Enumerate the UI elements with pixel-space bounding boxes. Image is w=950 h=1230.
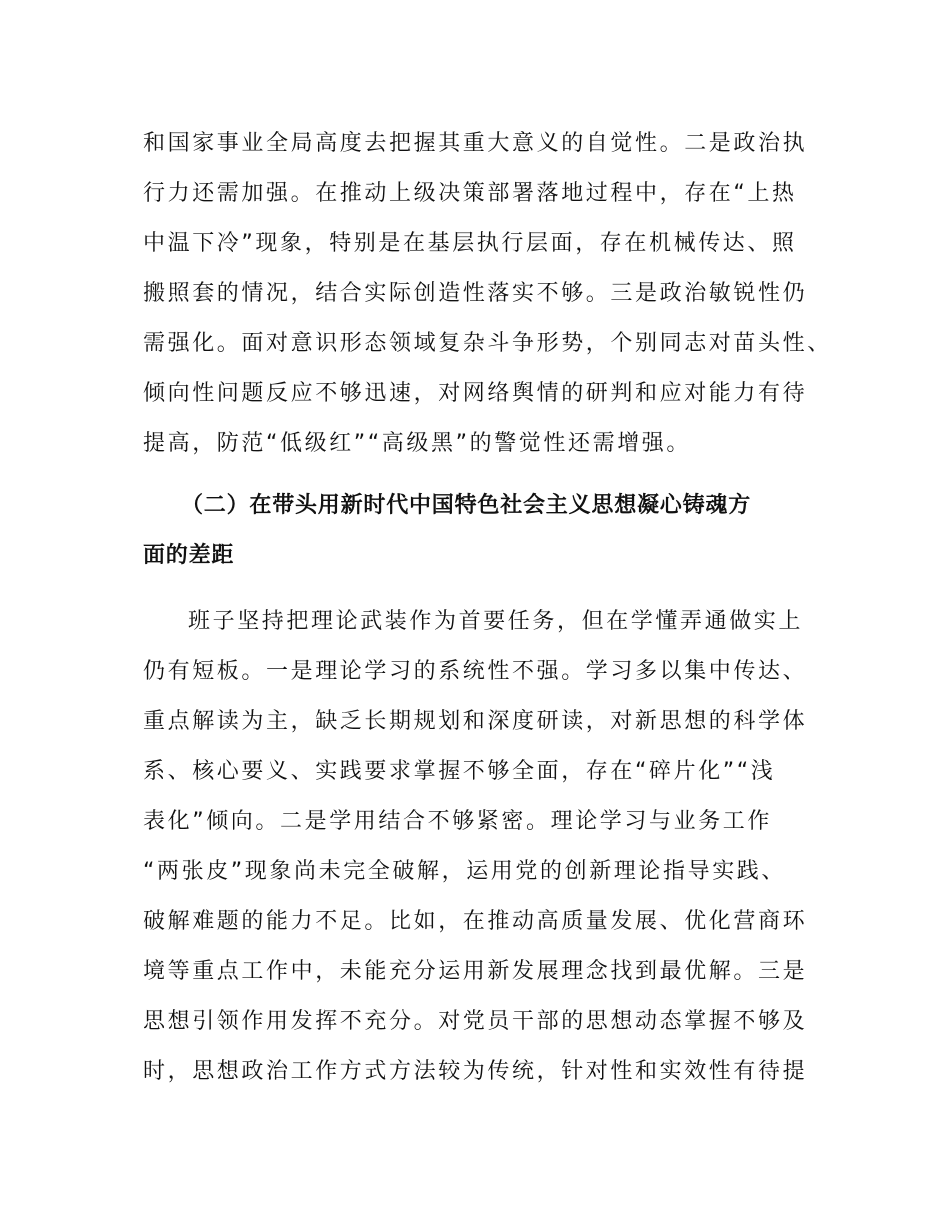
text-line: 倾向性问题反应不够迅速，对网络舆情的研判和应对能力有待 — [143, 381, 808, 406]
text-line: 仍有短板。一是理论学习的系统性不强。学习多以集中传达、 — [143, 659, 808, 684]
text-line: 中温下冷”现象，特别是在基层执行层面，存在机械传达、照 — [143, 231, 797, 256]
text-line: 系、核心要义、实践要求掌握不够全面，存在“碎片化”“浅 — [143, 759, 776, 784]
heading-line: （二）在带头用新时代中国特色社会主义思想凝心铸魂方 — [181, 493, 752, 518]
text-line: 行力还需加强。在推动上级决策部署落地过程中，存在“上热 — [143, 181, 797, 206]
text-line: 表化”倾向。二是学用结合不够紧密。理论学习与业务工作 — [143, 809, 772, 834]
text-line: 提高，防范“低级红”“高级黑”的警觉性还需增强。 — [143, 431, 691, 456]
text-line: 思想引领作用发挥不充分。对党员干部的思想动态掌握不够及 — [143, 1009, 808, 1034]
text-line: 和国家事业全局高度去把握其重大意义的自觉性。二是政治执 — [143, 131, 808, 156]
heading-line: 面的差距 — [143, 543, 235, 568]
text-line: 班子坚持把理论武装作为首要任务，但在学懂弄通做实上 — [188, 609, 804, 634]
text-line: 搬照套的情况，结合实际创造性落实不够。三是政治敏锐性仍 — [143, 281, 808, 306]
text-line: 需强化。面对意识形态领域复杂斗争形势，个别同志对苗头性、 — [143, 331, 832, 356]
text-line: “两张皮”现象尚未完全破解，运用党的创新理论指导实践、 — [143, 859, 786, 884]
text-line: 重点解读为主，缺乏长期规划和深度研读，对新思想的科学体 — [143, 709, 808, 734]
text-line: 境等重点工作中，未能充分运用新发展理念找到最优解。三是 — [143, 959, 808, 984]
text-line: 时，思想政治工作方式方法较为传统，针对性和实效性有待提 — [143, 1059, 808, 1084]
text-line: 破解难题的能力不足。比如，在推动高质量发展、优化营商环 — [143, 909, 808, 934]
